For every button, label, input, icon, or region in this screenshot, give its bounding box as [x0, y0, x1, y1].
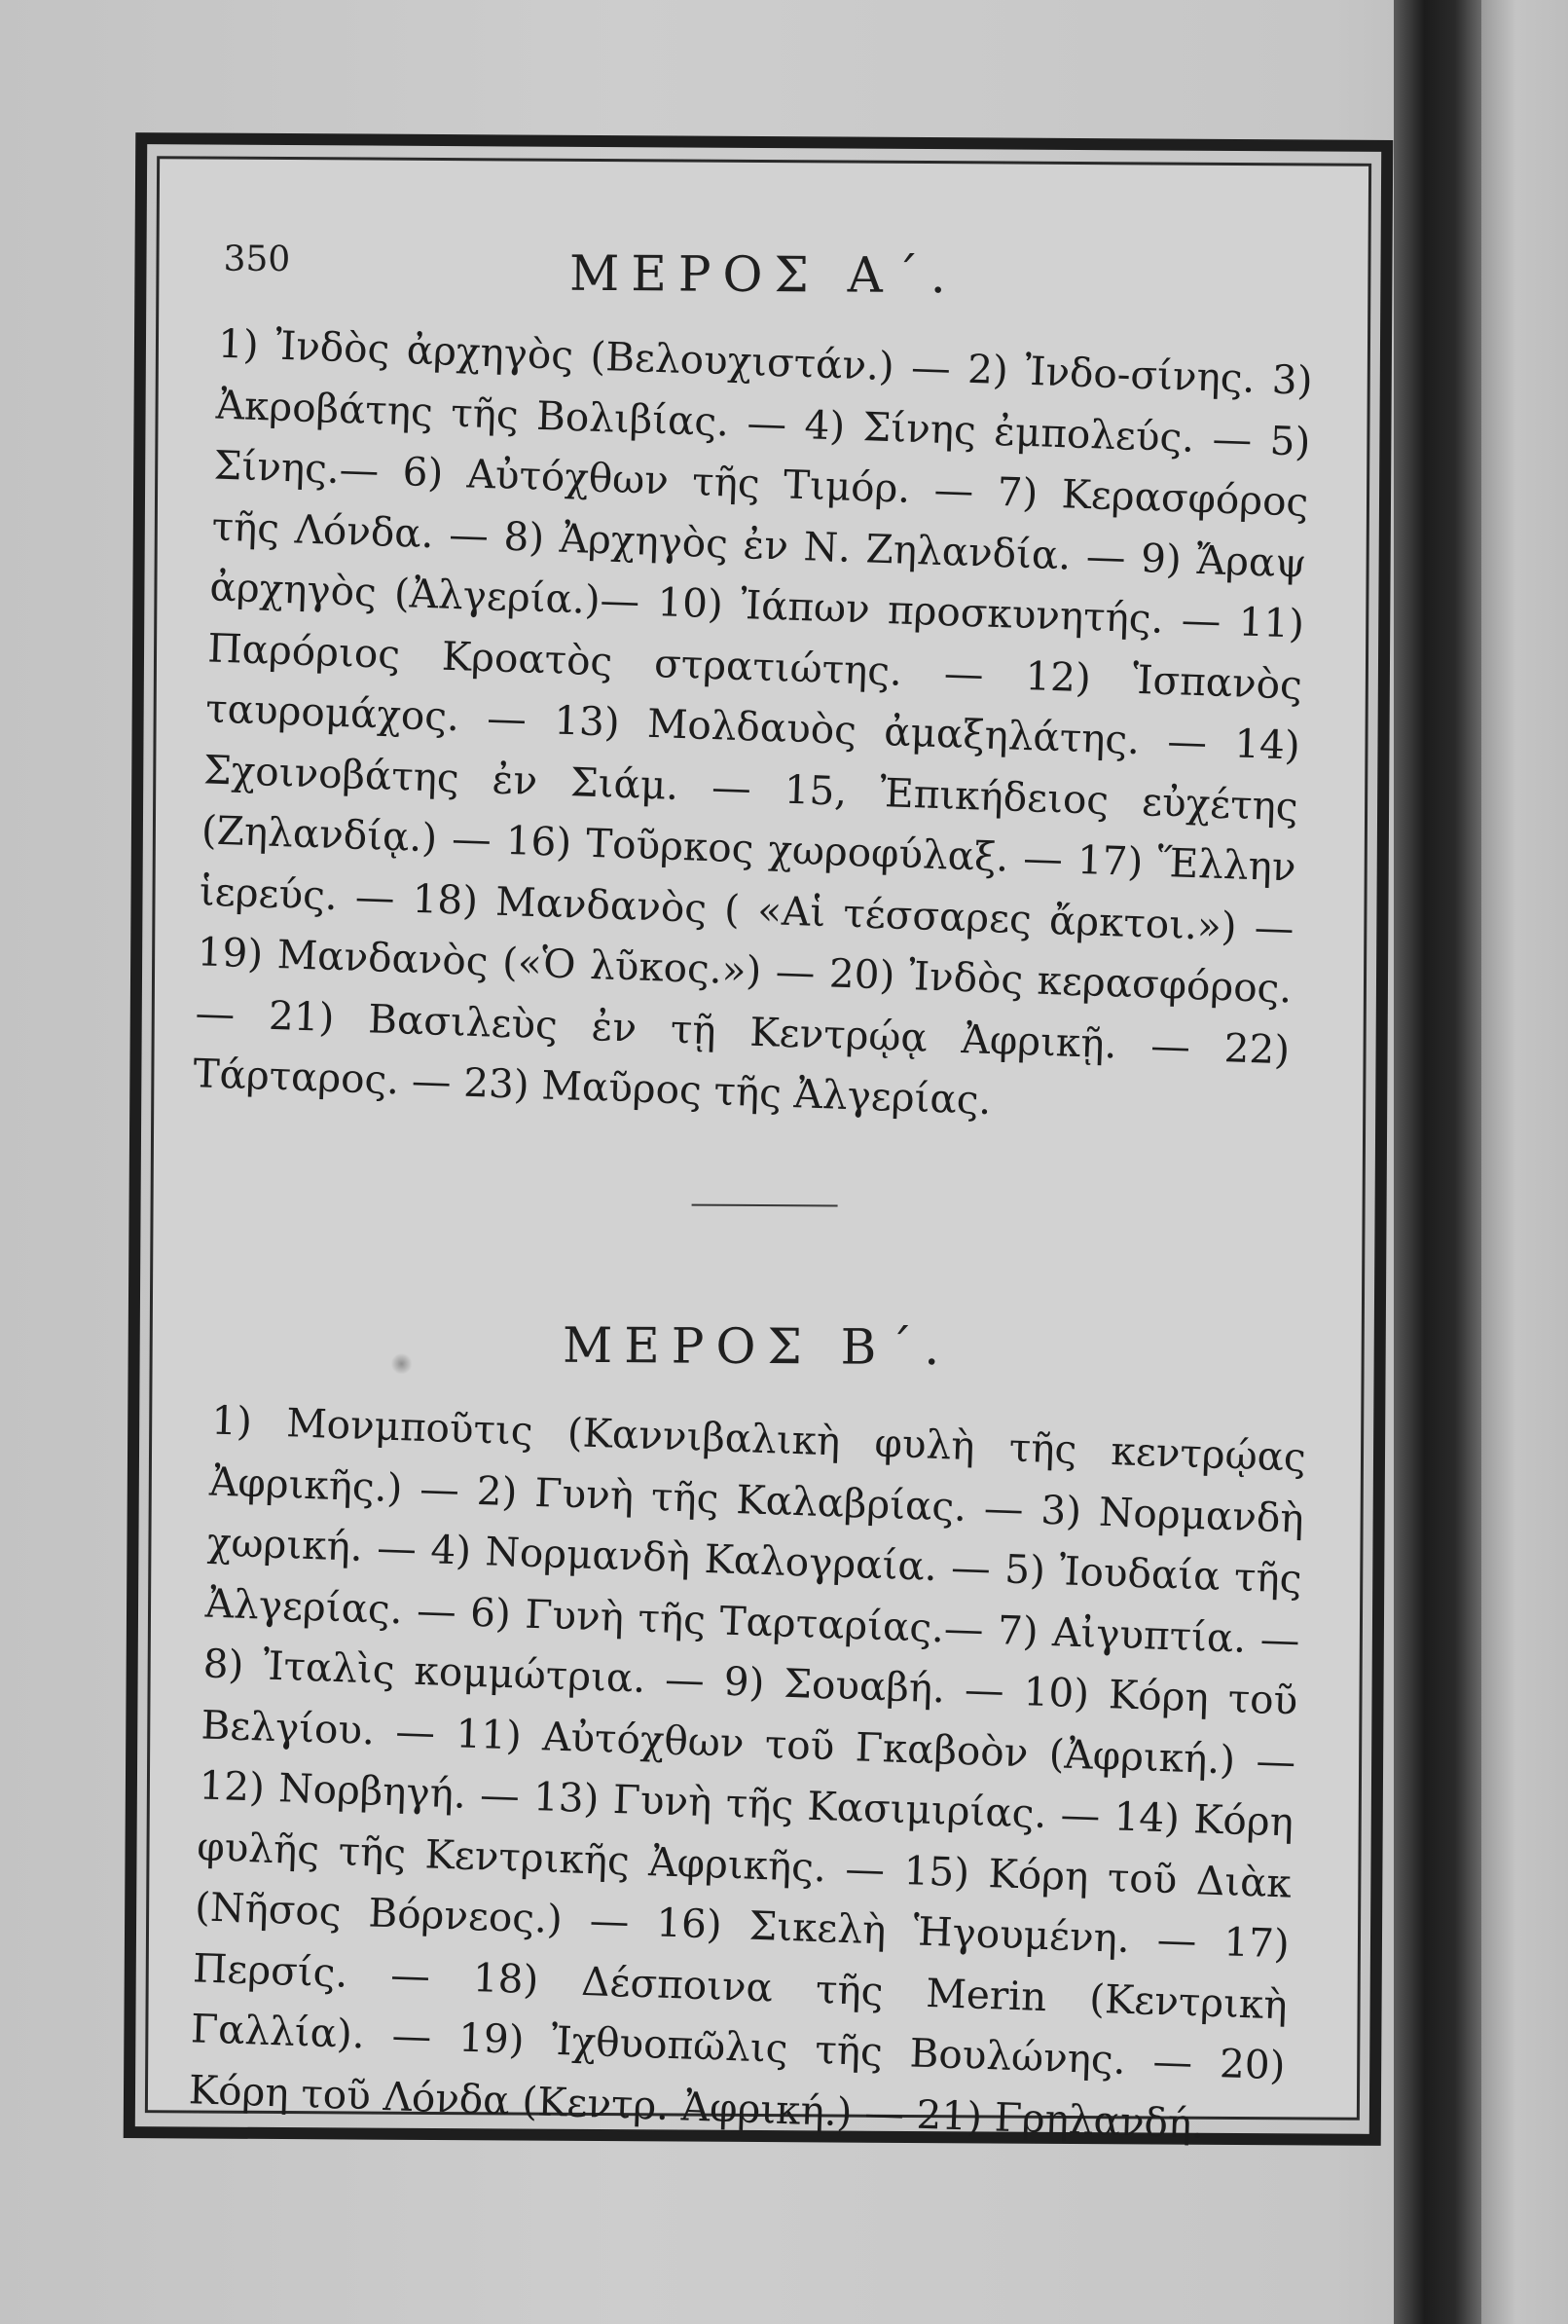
part-a-heading: ΜΕΡΟΣ Α΄. — [568, 244, 958, 305]
part-b-caption-list: 1) Μονμποῦτις (Καννιβαλικὴ φυλὴ τῆς κεντρῴας Ἀφρικῆς.) — 2) Γυνὴ τῆς Καλαβρίας. — 3) Νορμανδὴ χωρική. — 4) Νορμανδὴ Καλογραία. — 5) Ἰουδαία τῆς Ἀλγερίας. — 6) Γυνὴ τῆς Ταρταρίας.— 7) Αἰγυπτία. — 8) Ἰταλὶς κομμώτρια. — 9) Σουαβή. — 10) Κόρη τοῦ Βελγίου. — 11) Αὐτόχθων τοῦ Γκαβοὸν (Ἀφρική.) — 12) Νορβηγή. — 13) Γυνὴ τῆς Κασιμιρίας. — 14) Κόρη φυλῆς τῆς Κεντρικῆς Ἀφρικῆς. — 15) Κόρη τοῦ Διὰκ (Νῆσος Βόρνεος.) — 16) Σικελὴ Ἡγουμένη. — 17) Περσίς. — 18) Δέσποινα τῆς Merin (Κεντρικὴ Γαλλία). — 19) Ἰχθυοπῶλις τῆς Βουλώνης. — 20) Κόρη τοῦ Λόνδα (Κεντρ. Ἀφρική.) — 21) Γρηλανδή. — [188, 1396, 1307, 2148]
page-content-area — [145, 156, 1371, 2148]
part-a-caption-list: 1) Ἰνδὸς ἀρχηγὸς (Βελουχιστάν.) — 2) Ἰνδο-σίνης. 3) Ἀκροβάτης τῆς Βολιβίας. — 4) Σίνης ἐμπολεύς. — 5) Σίνης.— 6) Αὐτόχθων τῆς Τιμόρ. — 7) Κερασφόρος τῆς Λόνδα. — 8) Ἀρχηγὸς ἐν Ν. Ζηλανδία. — 9) Ἄραψ ἀρχηγὸς (Ἀλγερία.)— 10) Ἰάπων προσκυνητής. — 11) Παρόριος Κροατὸς στρατιώτης. — 12) Ἱσπανὸς ταυρομάχος. — 13) Μολδαυὸς ἀμαξηλάτης. — 14) Σχοινοβάτης ἐν Σιάμ. — 15, Ἐπικήδειος εὐχέτης (Ζηλανδίᾳ.) — 16) Τοῦρκος χωροφύλαξ. — 17) Ἕλλην ἱερεύς. — 18) Μανδανὸς ( «Αἱ τέσσαρες ἄρκτοι.») — 19) Μανδανὸς («Ὁ λῦκος.») — 20) Ἰνδὸς κερασφόρος. — 21) Βασιλεὺς ἐν τῇ Κεντρῴᾳ Ἀφρικῇ. — 22) Τάρταρος. — 23) Μαῦρος τῆς Ἀλγερίας. — [192, 319, 1314, 1125]
facing-page-edge — [1481, 0, 1568, 2324]
book-gutter-shadow — [1394, 0, 1481, 2324]
page-number: 350 — [223, 239, 291, 280]
paper-smudge-mark — [391, 1353, 413, 1375]
part-b-heading: ΜΕΡΟΣ Β΄. — [562, 1316, 952, 1377]
page-border-outer — [124, 132, 1394, 2146]
section-divider-rule — [692, 1204, 838, 1207]
